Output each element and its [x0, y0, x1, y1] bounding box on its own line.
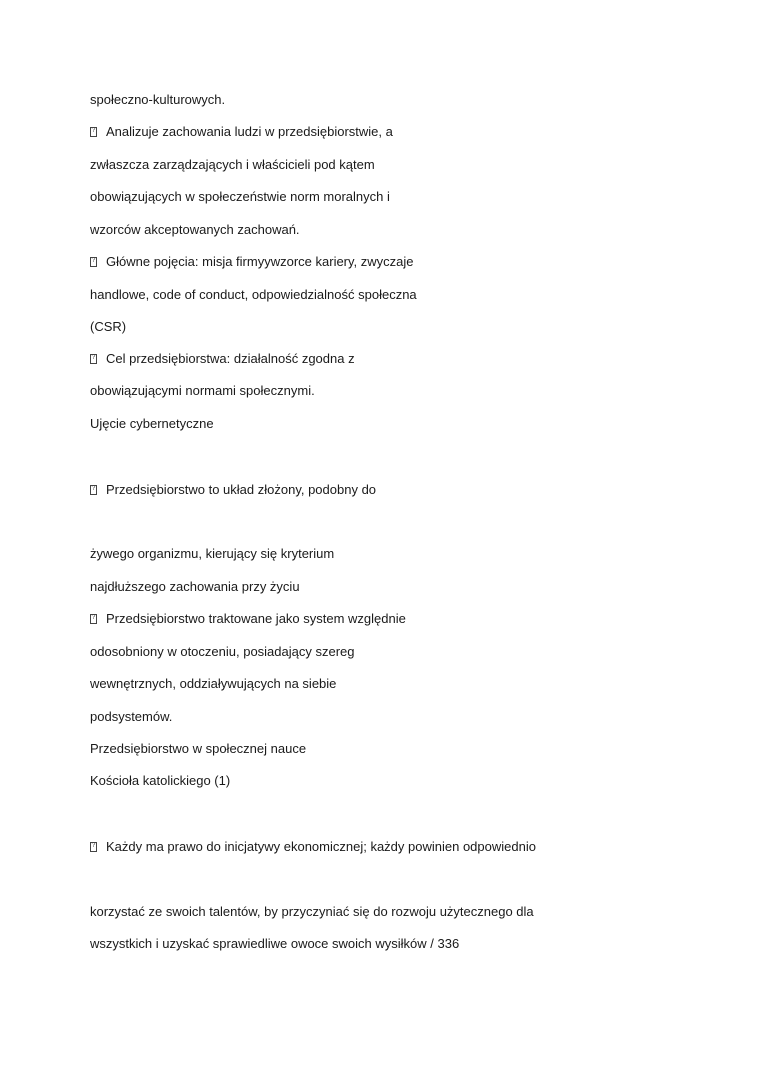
text-line	[90, 383, 315, 399]
missing-glyph-bullet-icon	[90, 614, 97, 624]
line-text: odosobniony w otoczeniu, posiadający szereg	[90, 644, 355, 659]
text-line	[90, 709, 172, 725]
line-text: Każdy ma prawo do inicjatywy ekonomicznej; każdy powinien odpowiednio	[106, 839, 536, 854]
line-text: zwłaszcza zarządzających i właścicieli pod kątem	[90, 157, 375, 172]
line-text: Przedsiębiorstwo w społecznej nauce	[90, 741, 307, 756]
bullet-line	[90, 482, 376, 498]
line-text: społeczno-kulturowych.	[90, 92, 226, 107]
line-text: obowiązujących w społeczeństwie norm moralnych i	[90, 189, 390, 204]
line-text: wszystkich i uzyskać sprawiedliwe owoce swoich wysiłków / 336	[90, 936, 460, 951]
text-line	[90, 546, 334, 562]
missing-glyph-bullet-icon	[90, 257, 97, 267]
text-line	[90, 222, 300, 238]
text-line	[90, 579, 300, 595]
section-heading	[90, 416, 214, 432]
text-line	[90, 189, 390, 205]
text-line	[90, 287, 417, 303]
line-text: obowiązującymi normami społecznymi.	[90, 383, 315, 398]
bullet-line	[90, 351, 355, 367]
line-text: podsystemów.	[90, 709, 173, 724]
bullet-line	[90, 839, 536, 855]
bullet-line	[90, 611, 406, 627]
text-line	[90, 157, 375, 173]
text-line	[90, 644, 355, 660]
line-text: Kościoła katolickiego (1)	[90, 773, 231, 788]
text-line	[90, 936, 459, 952]
text-line	[90, 92, 225, 108]
line-text: Przedsiębiorstwo to układ złożony, podobny do	[106, 482, 377, 497]
line-text: Cel przedsiębiorstwa: działalność zgodna z	[106, 351, 355, 366]
text-line	[90, 319, 126, 335]
line-text: (CSR)	[90, 319, 127, 334]
line-text: wzorców akceptowanych zachowań.	[90, 222, 300, 237]
line-text: Główne pojęcia: misja firmyywzorce kariery, zwyczaje	[106, 254, 414, 269]
line-text: żywego organizmu, kierujący się kryterium	[90, 546, 335, 561]
missing-glyph-bullet-icon	[90, 842, 97, 852]
line-text: Analizuje zachowania ludzi w przedsiębiorstwie, a	[106, 124, 393, 139]
text-line	[90, 904, 534, 920]
line-text: korzystać ze swoich talentów, by przyczyniać się do rozwoju użytecznego dla	[90, 904, 534, 919]
missing-glyph-bullet-icon	[90, 354, 97, 364]
line-text: wewnętrznych, oddziaływujących na siebie	[90, 676, 337, 691]
bullet-line	[90, 124, 393, 140]
missing-glyph-bullet-icon	[90, 485, 97, 495]
line-text: najdłuższego zachowania przy życiu	[90, 579, 300, 594]
section-heading	[90, 741, 306, 757]
line-text: Przedsiębiorstwo traktowane jako system względnie	[106, 611, 406, 626]
line-text: Ujęcie cybernetyczne	[90, 416, 214, 431]
missing-glyph-bullet-icon	[90, 127, 97, 137]
text-line	[90, 676, 336, 692]
section-heading	[90, 773, 230, 789]
bullet-line	[90, 254, 414, 270]
line-text: handlowe, code of conduct, odpowiedzialność społeczna	[90, 287, 417, 302]
